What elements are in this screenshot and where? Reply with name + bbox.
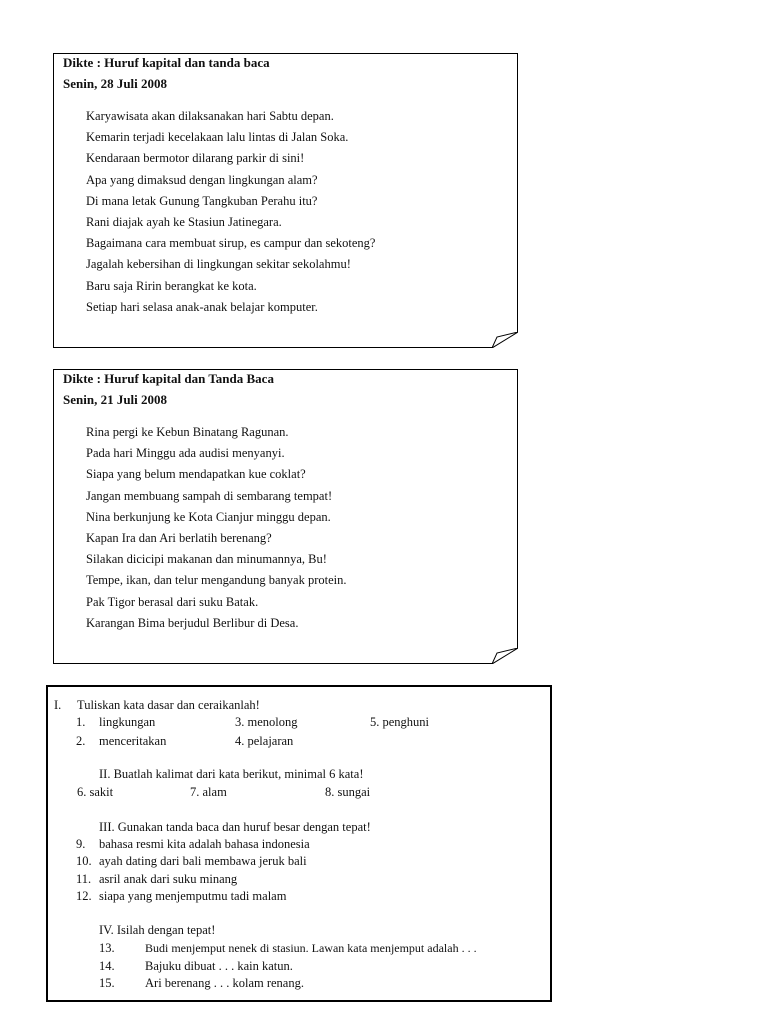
sentence: Kemarin terjadi kecelakaan lalu lintas di Jalan Soka. — [86, 130, 349, 145]
item-text: 8. sungai — [325, 785, 371, 799]
sentence: Bagaimana cara membuat sirup, es campur dan sekoteng? — [86, 236, 376, 251]
item-text: siapa yang menjemputmu tadi malam — [99, 889, 287, 903]
section-2-heading: II. Buatlah kalimat dari kata berikut, minimal 6 kata! — [99, 767, 364, 781]
item-text: lingkungan — [99, 715, 156, 729]
item-text: 6. sakit — [77, 785, 114, 799]
sentence-list — [86, 422, 347, 634]
item-text: Ari berenang . . . kolam renang. — [145, 976, 304, 990]
item-text: 3. menolong — [235, 715, 298, 729]
sentence: Silakan dicicipi makanan dan minumannya, Bu! — [86, 552, 327, 567]
card-title: Dikte : Huruf kapital dan tanda baca — [63, 55, 270, 70]
item-text: 7. alam — [190, 785, 227, 799]
sentence: Jagalah kebersihan di lingkungan sekitar sekolahmu! — [86, 257, 351, 272]
item-text: menceritakan — [99, 734, 167, 748]
item-text: 4. pelajaran — [235, 734, 294, 748]
sentence: Kendaraan bermotor dilarang parkir di sini! — [86, 151, 305, 166]
sentence: Karangan Bima berjudul Berlibur di Desa. — [86, 615, 299, 630]
sentence: Baru saja Ririn berangkat ke kota. — [86, 278, 257, 293]
item-number: 9. — [76, 837, 86, 851]
item-number: 15. — [99, 976, 115, 990]
sentence: Apa yang dimaksud dengan lingkungan alam? — [86, 172, 318, 187]
sentence: Di mana letak Gunung Tangkuban Perahu itu? — [86, 193, 318, 208]
item-number: 13. — [99, 941, 115, 955]
page-curl-icon — [492, 648, 518, 664]
card-date: Senin, 21 Juli 2008 — [63, 392, 168, 407]
card-date: Senin, 28 Juli 2008 — [63, 76, 168, 91]
item-text: Budi menjemput nenek di stasiun. Lawan kata menjemput adalah . . . — [145, 941, 477, 955]
sentence: Nina berkunjung ke Kota Cianjur minggu depan. — [86, 509, 331, 524]
section-4-heading: IV. Isilah dengan tepat! — [99, 923, 216, 937]
item-number: 10. — [76, 854, 92, 868]
sentence: Setiap hari selasa anak-anak belajar komputer. — [86, 299, 318, 314]
dictation-card-2 — [53, 369, 518, 664]
item-text: ayah dating dari bali membawa jeruk bali — [99, 854, 307, 868]
page-curl-icon — [492, 332, 518, 348]
section-1-number: I. — [54, 698, 62, 712]
sentence-list — [86, 106, 375, 318]
sentence: Siapa yang belum mendapatkan kue coklat? — [86, 467, 306, 482]
dictation-card-1 — [53, 53, 518, 348]
sentence: Jangan membuang sampah di sembarang tempat! — [86, 488, 333, 503]
sentence: Pak Tigor berasal dari suku Batak. — [86, 594, 259, 609]
sentence: Rina pergi ke Kebun Binatang Ragunan. — [86, 425, 289, 439]
section-3-heading: III. Gunakan tanda baca dan huruf besar dengan tepat! — [99, 820, 371, 834]
exercise-box — [46, 685, 552, 1002]
sentence: Pada hari Minggu ada audisi menyanyi. — [86, 446, 285, 461]
card-title: Dikte : Huruf kapital dan Tanda Baca — [63, 371, 274, 386]
item-number: 11. — [76, 872, 92, 886]
item-number: 2. — [76, 734, 86, 748]
item-text: 5. penghuni — [370, 715, 430, 729]
item-number: 12. — [76, 889, 92, 903]
item-text: asril anak dari suku minang — [99, 872, 238, 886]
sentence: Rani diajak ayah ke Stasiun Jatinegara. — [86, 215, 282, 230]
item-number: 1. — [76, 715, 86, 729]
item-number: 14. — [99, 959, 115, 973]
item-text: Bajuku dibuat . . . kain katun. — [145, 959, 293, 973]
sentence: Kapan Ira dan Ari berlatih berenang? — [86, 531, 272, 546]
section-1-heading: Tuliskan kata dasar dan ceraikanlah! — [77, 698, 260, 712]
item-text: bahasa resmi kita adalah bahasa indonesia — [99, 837, 310, 851]
sentence: Karyawisata akan dilaksanakan hari Sabtu depan. — [86, 109, 334, 123]
sentence: Tempe, ikan, dan telur mengandung banyak protein. — [86, 573, 347, 588]
